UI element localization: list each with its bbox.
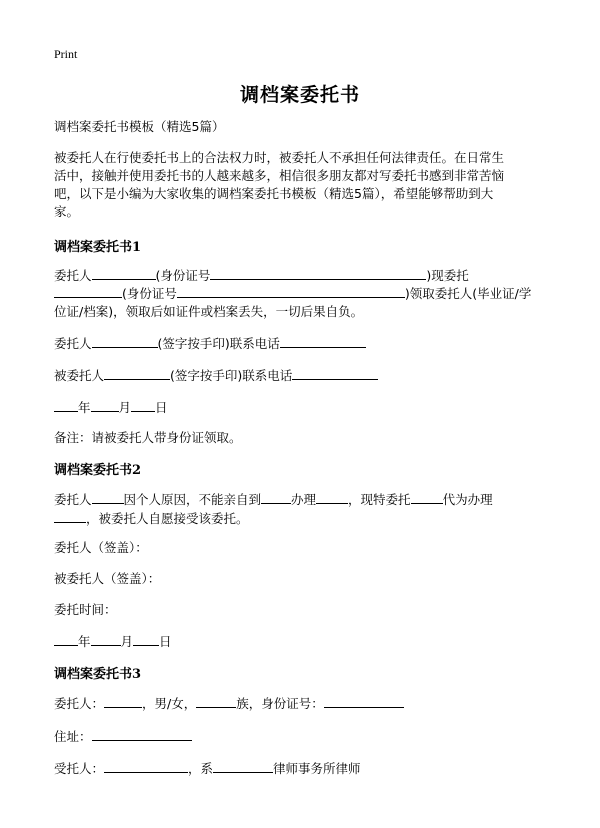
blank-field — [104, 366, 170, 380]
section-heading-2: 调档案委托书2 — [54, 463, 142, 478]
blank-field — [177, 284, 405, 298]
s3-address-line — [54, 727, 554, 747]
intro-line: 吧，以下是小编为大家收集的调档案委托书模板（精选5篇），希望能够帮助到大 — [54, 186, 494, 201]
s2-signature-client: 委托人（签盖）： — [54, 540, 148, 555]
label: 律师事务所律师 — [273, 761, 361, 776]
blank-field — [54, 632, 78, 646]
label: 因个人原因，不能亲自到 — [123, 492, 262, 507]
blank-field — [54, 398, 78, 412]
blank-field — [133, 632, 159, 646]
label: 年 — [78, 634, 91, 649]
blank-field — [54, 509, 86, 523]
blank-field — [261, 490, 291, 504]
label: ，现特委托 — [348, 492, 411, 507]
blank-field — [91, 398, 119, 412]
s2-line-2 — [54, 509, 554, 529]
s1-date-line — [54, 398, 554, 418]
label: 委托人 — [54, 492, 92, 507]
blank-field — [316, 490, 348, 504]
blank-field — [213, 759, 273, 773]
blank-field — [280, 334, 366, 348]
section-heading-1: 调档案委托书1 — [54, 240, 142, 255]
label: 委托人 — [54, 336, 92, 351]
intro-line: 被委托人在行使委托书上的合法权力时，被委托人不承担任何法律责任。在日常生 — [54, 150, 505, 165]
s3-trustee-line — [54, 759, 554, 779]
label: 被委托人 — [54, 368, 105, 383]
label: 受托人： — [54, 761, 105, 776]
blank-field — [292, 366, 378, 380]
s1-label-collect: )领取委托人(毕业证/学 — [404, 286, 532, 301]
s1-label-id: (身份证号 — [155, 268, 211, 283]
s2-signature-agent: 被委托人（签盖）： — [54, 571, 161, 586]
s1-label-id2: (身份证号 — [122, 286, 177, 301]
s1-signature-client — [54, 334, 554, 354]
label: (签字按手印)联系电话 — [170, 368, 293, 383]
label: 族，身份证号： — [236, 696, 324, 711]
s1-note: 备注：请被委托人带身份证领取。 — [54, 430, 242, 445]
blank-field — [92, 490, 124, 504]
blank-field — [411, 490, 443, 504]
label: ，男/女， — [142, 696, 197, 711]
blank-field — [104, 694, 142, 708]
s1-line-3: 位证/档案)，领取后如证件或档案丢失，一切后果自负。 — [54, 304, 364, 319]
s1-signature-agent — [54, 366, 554, 386]
label: ，系 — [188, 761, 214, 776]
intro-line: 活中，接触并使用委托书的人越来越多，相信很多朋友都对写委托书感到非常苦恼 — [54, 168, 505, 183]
print-label[interactable]: Print — [54, 47, 78, 61]
intro-line: 家。 — [54, 204, 80, 219]
label: 办理 — [291, 492, 317, 507]
blank-field — [210, 266, 426, 280]
blank-field — [92, 334, 158, 348]
blank-field — [324, 694, 404, 708]
document-title: 调档案委托书 — [239, 84, 360, 106]
s1-line-2 — [54, 284, 554, 304]
document-subtitle: 调档案委托书模板（精选5篇） — [54, 119, 225, 134]
blank-field — [91, 632, 121, 646]
label: 代为办理 — [442, 492, 493, 507]
label: 月 — [118, 400, 132, 415]
blank-field — [92, 727, 192, 741]
label: (签字按手印)联系电话 — [157, 336, 280, 351]
section-heading-3: 调档案委托书3 — [54, 667, 142, 682]
label: 日 — [159, 634, 172, 649]
label: 年 — [78, 400, 91, 415]
label: 月 — [120, 634, 134, 649]
blank-field — [104, 759, 188, 773]
label: 委托人： — [54, 696, 105, 711]
s2-date-line — [54, 632, 554, 652]
label: 日 — [155, 400, 168, 415]
s1-label-client: 委托人 — [54, 268, 92, 283]
label: 住址： — [54, 729, 92, 744]
blank-field — [131, 398, 155, 412]
s1-line-1 — [54, 266, 554, 286]
blank-field — [196, 694, 236, 708]
s3-line-1 — [54, 694, 554, 714]
blank-field — [54, 284, 122, 298]
s2-line-1 — [54, 490, 554, 510]
label: ，被委托人自愿接受该委托。 — [86, 511, 249, 526]
blank-field — [92, 266, 156, 280]
s1-label-entrust: )现委托 — [426, 268, 469, 283]
s2-entrust-time: 委托时间： — [54, 602, 117, 617]
